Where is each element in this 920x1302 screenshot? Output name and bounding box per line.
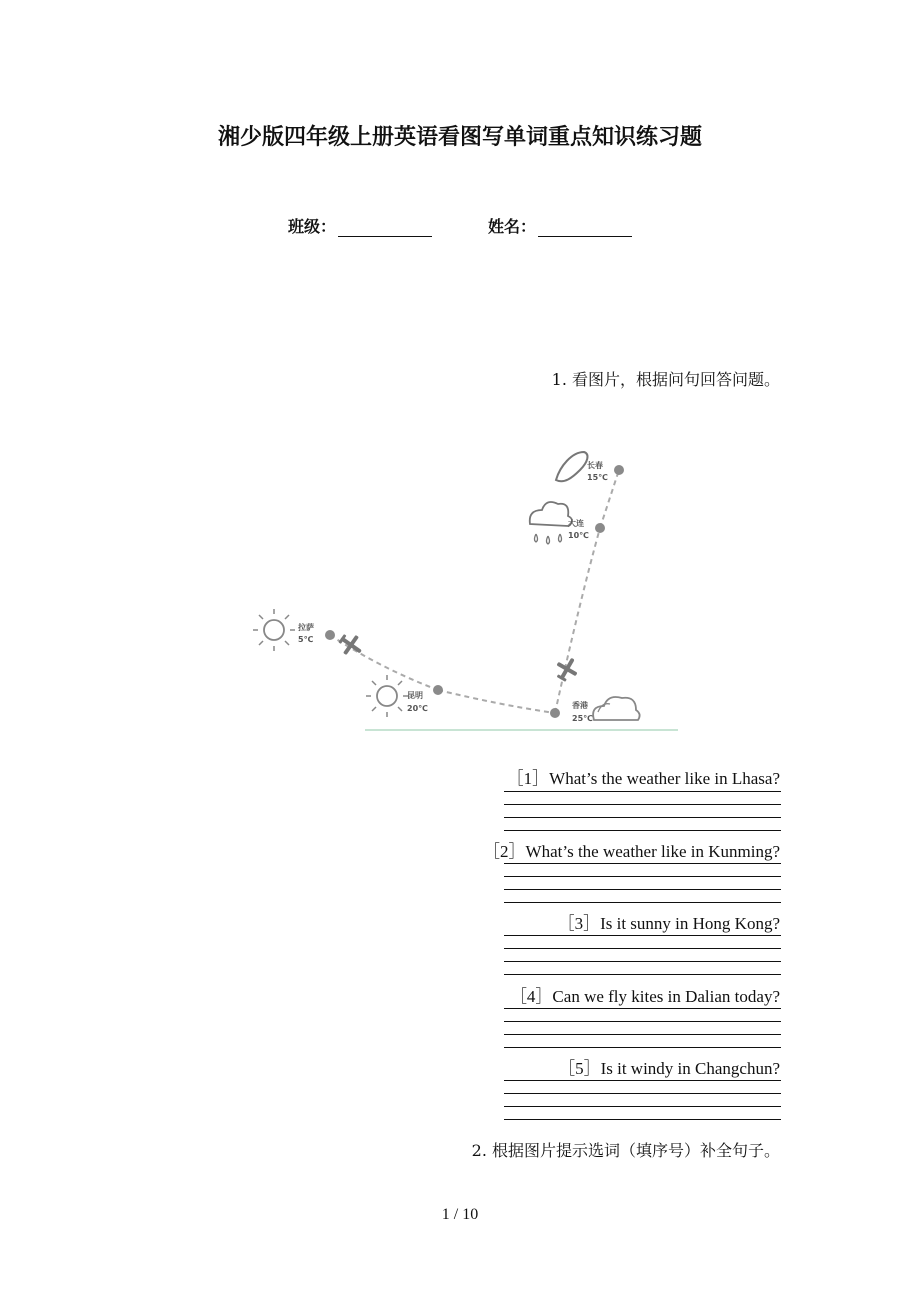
city-dot-changchun [614,465,624,475]
city-temp-hongkong: 25℃ [572,714,593,723]
city-temp-dalian: 10℃ [568,531,589,540]
sun-icon [366,675,408,717]
route-kunming-hongkong [438,690,555,713]
name-blank[interactable] [538,220,632,237]
student-info [0,214,920,237]
city-temp-lhasa: 5℃ [298,635,314,644]
city-temp-kunming: 20℃ [407,704,428,713]
class-label: 班级： [287,217,336,236]
question-5: ［5］Is it windy in Changchun? [558,1059,780,1078]
name-field [488,214,632,237]
city-name-dalian: 大连 [568,519,584,528]
page-number: 1 / 10 [441,1206,479,1223]
airplane-icon [335,629,367,661]
city-name-kunming: 昆明 [407,691,423,700]
city-temp-changchun: 15℃ [587,473,608,482]
rain-icon [530,502,572,544]
question-3: ［3］Is it sunny in Hong Kong? [557,914,780,933]
weather-route-map [250,440,690,740]
answer-lines-3[interactable] [504,923,781,975]
answer-lines-2[interactable] [504,851,781,903]
city-name-changchun: 长春 [587,461,603,470]
question-4: ［4］Can we fly kites in Dalian today? [509,987,780,1006]
question-1: ［1］What’s the weather like in Lhasa? [506,769,780,788]
section-2-heading: 2. 根据图片提示选词（填序号）补全句子。 [471,1141,780,1160]
question-2: ［2］What’s the weather like in Kunming? [483,842,780,861]
city-dot-dalian [595,523,605,533]
name-label: 姓名： [488,217,537,236]
class-field [288,214,432,237]
page-title: 湘少版四年级上册英语看图写单词重点知识练习题 [217,125,702,150]
city-name-hongkong: 香港 [572,701,588,710]
class-blank[interactable] [338,220,432,237]
section-1-heading: 1. 看图片，根据问句回答问题。 [551,370,780,389]
answer-lines-4[interactable] [504,996,781,1048]
answer-lines-1[interactable] [504,779,781,831]
answer-lines-5[interactable] [504,1068,781,1120]
city-dot-kunming [433,685,443,695]
city-dot-lhasa [325,630,335,640]
windy-icon [556,452,587,481]
city-dot-hongkong [550,708,560,718]
city-name-lhasa: 拉萨 [298,623,314,632]
cloud-icon [593,697,639,720]
route-hongkong-dalian [555,528,600,713]
sun-icon [253,609,295,651]
